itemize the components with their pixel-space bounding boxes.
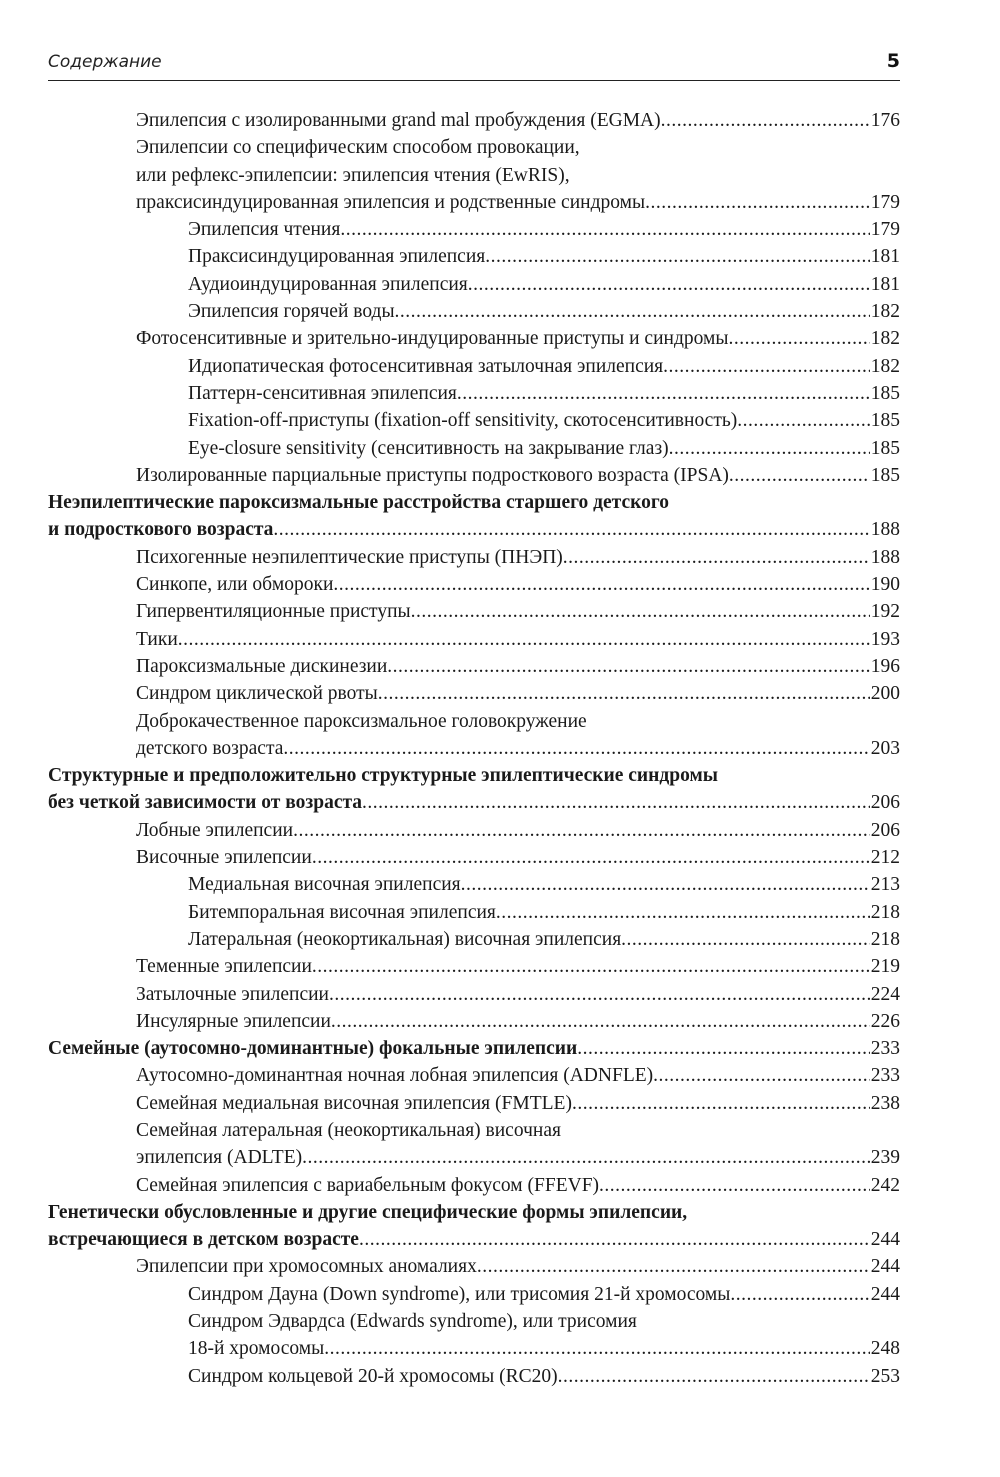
toc-entry-row bbox=[136, 626, 900, 653]
toc-page-number: 181 bbox=[870, 273, 900, 295]
running-header bbox=[48, 50, 900, 81]
toc-page-number: 242 bbox=[870, 1174, 900, 1196]
toc-entry-title-line: или рефлекс-эпилепсии: эпилепсия чтения (EwRIS), bbox=[136, 164, 570, 186]
toc-entry-title-line: детского возраста bbox=[136, 737, 284, 759]
dot-leader bbox=[331, 1008, 870, 1035]
toc-page-number: 182 bbox=[870, 328, 900, 350]
toc-entry-title-line: Битемпоральная височная эпилепсия bbox=[188, 901, 496, 923]
toc-page-number: 188 bbox=[870, 546, 900, 568]
toc-entry-row bbox=[136, 1172, 900, 1199]
toc-entry-title-line: Семейная медиальная височная эпилепсия (FMTLE) bbox=[136, 1092, 572, 1114]
toc-page-number: 185 bbox=[870, 382, 900, 404]
toc-entry-row bbox=[188, 1281, 900, 1308]
toc-entry-row bbox=[136, 1090, 900, 1117]
toc-subentry bbox=[188, 926, 900, 953]
toc-page-number: 203 bbox=[870, 737, 900, 759]
dot-leader bbox=[411, 598, 870, 625]
dot-leader bbox=[378, 680, 870, 707]
toc-entry-row bbox=[188, 1335, 900, 1362]
toc-entry bbox=[136, 817, 900, 844]
toc-entry-title-line: Праксисиндуцированная эпилепсия bbox=[188, 246, 486, 268]
toc-entry bbox=[136, 462, 900, 489]
toc-entry-title-line: без четкой зависимости от возраста bbox=[48, 792, 363, 814]
toc-subentry bbox=[188, 871, 900, 898]
dot-leader bbox=[599, 1172, 870, 1199]
dot-leader bbox=[329, 981, 870, 1008]
toc-entry-title-line: Гипервентиляционные приступы bbox=[136, 601, 411, 623]
toc-subentry bbox=[188, 435, 900, 462]
toc-entry-row bbox=[136, 598, 900, 625]
toc-page-number: 244 bbox=[870, 1229, 900, 1251]
toc-subentry bbox=[188, 899, 900, 926]
toc-page-number: 200 bbox=[870, 683, 900, 705]
toc-entry bbox=[136, 626, 900, 653]
toc-entry-row bbox=[188, 298, 900, 325]
toc-section-heading bbox=[48, 489, 900, 544]
dot-leader bbox=[387, 653, 869, 680]
toc-entry-row bbox=[136, 1144, 900, 1171]
toc-page-number: 244 bbox=[870, 1283, 900, 1305]
toc-entry bbox=[136, 981, 900, 1008]
toc-entry-title-line: Fixation-off-приступы (fixation-off sensitivity, скотосенситивность) bbox=[188, 410, 738, 432]
dot-leader bbox=[485, 243, 870, 270]
dot-leader bbox=[737, 407, 870, 434]
toc-page-number: 192 bbox=[870, 601, 900, 623]
dot-leader bbox=[324, 1335, 870, 1362]
toc-entry-title-line: 18-й хромосомы bbox=[188, 1338, 325, 1360]
toc-entry-row bbox=[188, 243, 900, 270]
toc-entry-row bbox=[136, 953, 900, 980]
dot-leader bbox=[312, 953, 870, 980]
toc-page-number: 185 bbox=[870, 437, 900, 459]
dot-leader bbox=[729, 462, 870, 489]
toc-entry-row bbox=[188, 899, 900, 926]
toc-entry-title-line: Семейная эпилепсия с вариабельным фокусом (FFEVF) bbox=[136, 1174, 600, 1196]
dot-leader bbox=[661, 107, 870, 134]
toc-entry-title-line: Эпилепсии при хромосомных аномалиях bbox=[136, 1256, 477, 1278]
dot-leader bbox=[457, 380, 870, 407]
toc-entry-row bbox=[188, 271, 900, 298]
toc-subentry bbox=[188, 353, 900, 380]
toc-entry-title-line: Пароксизмальные дискинезии bbox=[136, 655, 388, 677]
toc-page-number: 179 bbox=[870, 191, 900, 213]
toc-entry-row bbox=[136, 1253, 900, 1280]
toc-entry bbox=[136, 571, 900, 598]
toc-entry-row bbox=[136, 571, 900, 598]
toc-entry-title-line: эпилепсия (ADLTE) bbox=[136, 1147, 303, 1169]
header-page-number: 5 bbox=[886, 50, 900, 72]
dot-leader bbox=[362, 789, 870, 816]
toc-page-number: 226 bbox=[870, 1010, 900, 1032]
toc-subentry bbox=[188, 1363, 900, 1390]
toc-entry-row bbox=[136, 1062, 900, 1089]
dot-leader bbox=[293, 817, 870, 844]
dot-leader bbox=[302, 1144, 870, 1171]
toc-page-number: 244 bbox=[870, 1256, 900, 1278]
table-of-contents bbox=[0, 107, 1000, 1390]
dot-leader bbox=[558, 1363, 870, 1390]
dot-leader bbox=[645, 189, 870, 216]
toc-page-number: 190 bbox=[870, 574, 900, 596]
toc-entry bbox=[136, 844, 900, 871]
dot-leader bbox=[178, 626, 870, 653]
toc-entry bbox=[136, 1117, 900, 1172]
toc-page-number: 182 bbox=[870, 355, 900, 377]
toc-entry-row bbox=[136, 817, 900, 844]
toc-subentry bbox=[188, 298, 900, 325]
toc-entry bbox=[136, 680, 900, 707]
dot-leader bbox=[312, 844, 870, 871]
toc-entry-row bbox=[188, 216, 900, 243]
toc-entry bbox=[136, 1090, 900, 1117]
toc-entry-title-line: встречающиеся в детском возрасте bbox=[48, 1229, 359, 1251]
dot-leader bbox=[461, 871, 870, 898]
toc-subentry bbox=[188, 407, 900, 434]
toc-page-number: 206 bbox=[870, 819, 900, 841]
dot-leader bbox=[283, 735, 869, 762]
dot-leader bbox=[340, 216, 869, 243]
toc-entry-row bbox=[188, 380, 900, 407]
toc-section-heading bbox=[48, 1035, 900, 1062]
toc-page-number: 212 bbox=[870, 847, 900, 869]
toc-entry-row bbox=[136, 844, 900, 871]
toc-entry-row bbox=[48, 516, 900, 543]
toc-entry-row bbox=[48, 789, 900, 816]
toc-entry-title-line: Эпилепсия чтения bbox=[188, 219, 341, 241]
dot-leader bbox=[496, 899, 870, 926]
toc-page-number: 176 bbox=[870, 110, 900, 131]
toc-page-number: 193 bbox=[870, 628, 900, 650]
toc-entry-title-line: Психогенные неэпилептические приступы (ПНЭП) bbox=[136, 546, 563, 568]
toc-section-heading bbox=[48, 1199, 900, 1254]
toc-entry-row bbox=[136, 325, 900, 352]
toc-entry-title-line: Синдром кольцевой 20-й хромосомы (RC20) bbox=[188, 1365, 558, 1387]
dot-leader bbox=[669, 435, 870, 462]
toc-entry-title-line: Аутосомно-доминантная ночная лобная эпилепсия (ADNFLE) bbox=[136, 1065, 654, 1087]
toc-entry-title-line: Эпилепсия с изолированными grand mal пробуждения (EGMA) bbox=[136, 110, 661, 131]
toc-entry bbox=[136, 1008, 900, 1035]
toc-entry-row bbox=[136, 680, 900, 707]
toc-entry-row bbox=[188, 871, 900, 898]
toc-entry-title-line: Генетически обусловленные и другие специфические формы эпилепсии, bbox=[48, 1201, 688, 1223]
toc-entry-title-line: Эпилепсия горячей воды bbox=[188, 301, 395, 323]
dot-leader bbox=[359, 1226, 870, 1253]
toc-page-number: 253 bbox=[870, 1365, 900, 1387]
toc-page-number: 188 bbox=[870, 519, 900, 541]
toc-page-number: 233 bbox=[870, 1038, 900, 1060]
toc-entry bbox=[136, 708, 900, 763]
toc-entry-row bbox=[136, 189, 900, 216]
toc-subentry bbox=[188, 1281, 900, 1308]
dot-leader bbox=[577, 1035, 869, 1062]
toc-entry-title-line: Доброкачественное пароксизмальное головокружение bbox=[136, 710, 587, 732]
toc-entry-title-line: Синкопе, или обмороки bbox=[136, 574, 334, 596]
toc-entry-title-line: Латеральная (неокортикальная) височная эпилепсия bbox=[188, 928, 622, 950]
toc-entry bbox=[136, 544, 900, 571]
toc-entry-title-line: Лобные эпилепсии bbox=[136, 819, 294, 841]
toc-page-number: 206 bbox=[870, 792, 900, 814]
toc-page-number: 218 bbox=[870, 901, 900, 923]
toc-entry-title-line: Семейные (аутосомно-доминантные) фокальные эпилепсии bbox=[48, 1038, 578, 1060]
toc-entry bbox=[136, 1253, 900, 1280]
toc-entry-row bbox=[136, 653, 900, 680]
dot-leader bbox=[563, 544, 870, 571]
toc-entry-title-line: и подросткового возраста bbox=[48, 519, 274, 541]
toc-entry-row bbox=[188, 353, 900, 380]
toc-entry-row bbox=[48, 1035, 900, 1062]
toc-entry-row bbox=[188, 407, 900, 434]
toc-entry-title-line: Структурные и предположительно структурные эпилептические синдромы bbox=[48, 765, 718, 787]
toc-page-number: 182 bbox=[870, 301, 900, 323]
dot-leader bbox=[663, 353, 870, 380]
toc-entry-title-line: Медиальная височная эпилепсия bbox=[188, 874, 461, 896]
dot-leader bbox=[333, 571, 869, 598]
toc-entry-title-line: Неэпилептические пароксизмальные расстройства старшего детского bbox=[48, 492, 669, 514]
toc-entry-title-line: праксисиндуцированная эпилепсия и родственные синдромы bbox=[136, 191, 646, 213]
toc-entry bbox=[136, 653, 900, 680]
toc-subentry bbox=[188, 380, 900, 407]
toc-entry-title-line: Затылочные эпилепсии bbox=[136, 983, 329, 1005]
toc-entry bbox=[136, 953, 900, 980]
toc-entry-title-line: Eye-closure sensitivity (сенситивность на закрывание глаз) bbox=[188, 437, 669, 459]
toc-section-heading bbox=[48, 762, 900, 817]
toc-page-number: 233 bbox=[870, 1065, 900, 1087]
dot-leader bbox=[730, 1281, 869, 1308]
dot-leader bbox=[273, 516, 869, 543]
toc-entry bbox=[136, 134, 900, 216]
toc-entry-title-line: Аудиоиндуцированная эпилепсия bbox=[188, 273, 468, 295]
toc-entry-row bbox=[48, 1226, 900, 1253]
toc-entry-row bbox=[136, 1008, 900, 1035]
toc-entry bbox=[136, 107, 900, 134]
toc-entry bbox=[136, 598, 900, 625]
toc-entry-title-line: Паттерн-сенситивная эпилепсия bbox=[188, 382, 457, 404]
toc-entry-row bbox=[136, 981, 900, 1008]
toc-entry-title-line: Синдром циклической рвоты bbox=[136, 683, 378, 705]
toc-subentry bbox=[188, 243, 900, 270]
dot-leader bbox=[468, 271, 870, 298]
toc-page-number: 248 bbox=[870, 1338, 900, 1360]
toc-entry-title-line: Инсулярные эпилепсии bbox=[136, 1010, 331, 1032]
toc-subentry bbox=[188, 1308, 900, 1363]
toc-entry bbox=[136, 1062, 900, 1089]
toc-entry bbox=[136, 1172, 900, 1199]
dot-leader bbox=[395, 298, 870, 325]
dot-leader bbox=[621, 926, 870, 953]
toc-entry-title-line: Эпилепсии со специфическим способом провокации, bbox=[136, 137, 580, 159]
toc-entry-row bbox=[136, 107, 900, 134]
toc-page-number: 185 bbox=[870, 464, 900, 486]
toc-entry-title-line: Теменные эпилепсии bbox=[136, 956, 312, 978]
toc-page-number: 196 bbox=[870, 655, 900, 677]
dot-leader bbox=[572, 1090, 870, 1117]
toc-page-number: 219 bbox=[870, 956, 900, 978]
toc-page-number: 218 bbox=[870, 928, 900, 950]
toc-page-number: 238 bbox=[870, 1092, 900, 1114]
toc-entry-title-line: Идиопатическая фотосенситивная затылочная эпилепсия bbox=[188, 355, 664, 377]
toc-entry-title-line: Синдром Дауна (Down syndrome), или трисомия 21-й хромосомы bbox=[188, 1283, 731, 1305]
toc-entry-row bbox=[188, 435, 900, 462]
toc-entry-title-line: Фотосенситивные и зрительно-индуцированные приступы и синдромы bbox=[136, 328, 729, 350]
toc-entry-title-line: Синдром Эдвардса (Edwards syndrome), или трисомия bbox=[188, 1311, 637, 1333]
header-title: Содержание bbox=[48, 52, 162, 72]
toc-entry-title-line: Височные эпилепсии bbox=[136, 847, 312, 869]
toc-entry-row bbox=[188, 926, 900, 953]
toc-subentry bbox=[188, 216, 900, 243]
toc-entry-title-line: Изолированные парциальные приступы подросткового возраста (IPSA) bbox=[136, 464, 729, 486]
toc-entry-title-line: Семейная латеральная (неокортикальная) височная bbox=[136, 1119, 561, 1141]
toc-entry-title-line: Тики bbox=[136, 628, 178, 650]
toc-page-number: 179 bbox=[870, 219, 900, 241]
toc-entry bbox=[136, 325, 900, 352]
dot-leader bbox=[728, 325, 869, 352]
dot-leader bbox=[653, 1062, 870, 1089]
dot-leader bbox=[477, 1253, 870, 1280]
toc-subentry bbox=[188, 271, 900, 298]
toc-entry-row bbox=[136, 544, 900, 571]
toc-entry-row bbox=[136, 735, 900, 762]
toc-page-number: 181 bbox=[870, 246, 900, 268]
toc-page-number: 239 bbox=[870, 1147, 900, 1169]
toc-entry-row bbox=[188, 1363, 900, 1390]
toc-page-number: 185 bbox=[870, 410, 900, 432]
toc-entry-row bbox=[136, 462, 900, 489]
toc-page-number: 224 bbox=[870, 983, 900, 1005]
toc-page-number: 213 bbox=[870, 874, 900, 896]
